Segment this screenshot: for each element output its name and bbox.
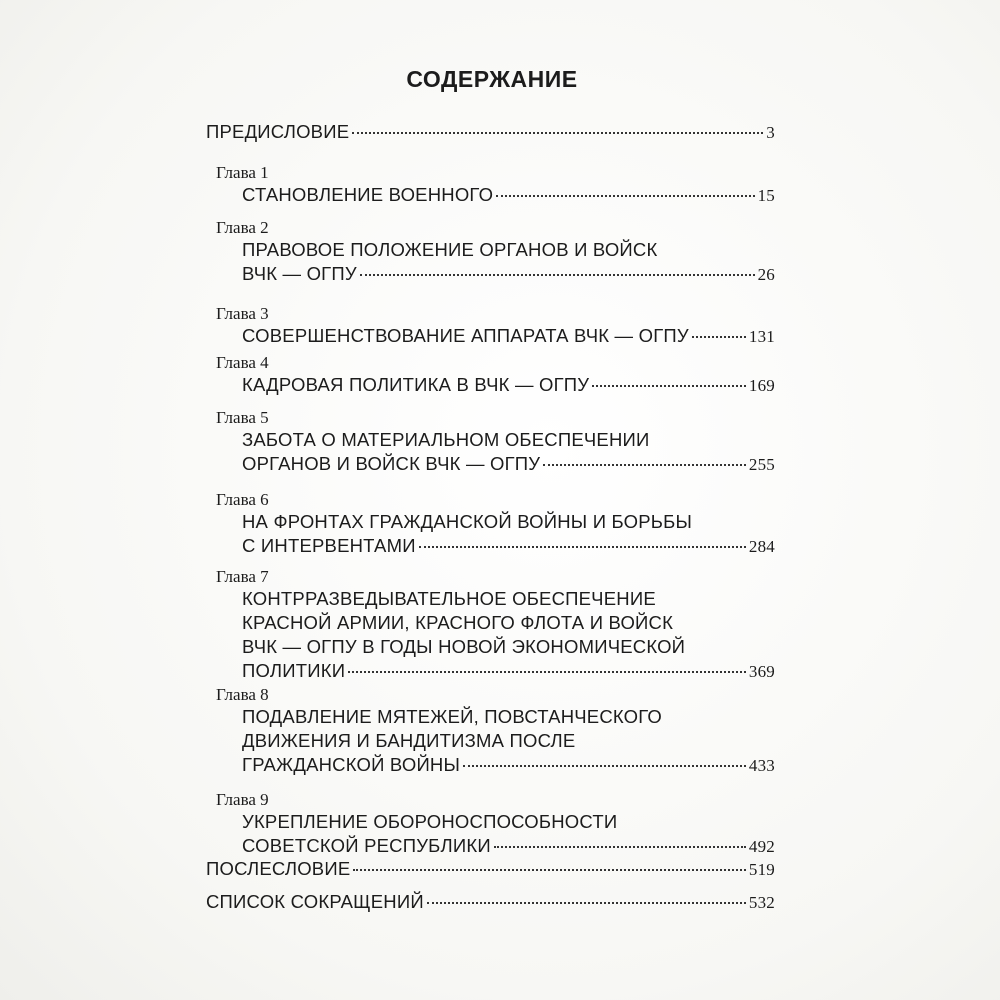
entry-title-row [242,373,775,398]
page-number: 369 [748,662,775,681]
entry-title-line: КРАСНОЙ АРМИИ, КРАСНОГО ФЛОТА И ВОЙСК [242,612,674,633]
toc-chapter-entry [216,163,775,208]
entry-title-line: ГРАЖДАНСКОЙ ВОЙНЫ [242,754,461,775]
toc-section-entry [206,120,775,145]
page-number: 284 [748,537,775,556]
entry-title-line: ПОСЛЕСЛОВИЕ [206,858,351,879]
entry-title-row [242,183,775,208]
entry-title-row [242,534,775,559]
entry-title-line: КОНТРРАЗВЕДЫВАТЕЛЬНОЕ ОБЕСПЕЧЕНИЕ [242,588,656,609]
entry-title-line: КАДРОВАЯ ПОЛИТИКА В ВЧК — ОГПУ [242,374,590,395]
page-number: 15 [757,186,775,205]
toc-chapter-entry [216,304,775,349]
dot-leader [352,132,763,134]
entry-title-line: ВЧК — ОГПУ [242,263,357,284]
dot-leader [592,385,746,387]
entry-title-row [242,659,775,684]
dot-leader [353,869,746,871]
entry-title-line: ДВИЖЕНИЯ И БАНДИТИЗМА ПОСЛЕ [242,730,576,751]
dot-leader [496,195,754,197]
entry-title-line: НА ФРОНТАХ ГРАЖДАНСКОЙ ВОЙНЫ И БОРЬБЫ [242,511,693,532]
entry-title-row [242,753,775,778]
toc-chapter-entry [216,408,775,477]
entry-title-line: СОВЕТСКОЙ РЕСПУБЛИКИ [242,835,491,856]
entry-title-line: С ИНТЕРВЕНТАМИ [242,535,416,556]
entry-title-row [206,890,775,915]
toc-chapter-entry [216,490,775,559]
toc-chapter-entry [216,790,775,859]
dot-leader [494,846,746,848]
toc-chapter-entry [216,685,775,778]
page-number: 519 [748,860,775,879]
page-title: СОДЕРЖАНИЕ [406,66,578,92]
entry-title-row [206,120,775,145]
entry-title-line: СОВЕРШЕНСТВОВАНИЕ АППАРАТА ВЧК — ОГПУ [242,325,689,346]
dot-leader [692,336,746,338]
entry-title-line: ВЧК — ОГПУ В ГОДЫ НОВОЙ ЭКОНОМИЧЕСКОЙ [242,636,686,657]
entry-title-line: СТАНОВЛЕНИЕ ВОЕННОГО [242,184,494,205]
page-number: 3 [766,123,775,142]
toc-chapter-entry [216,353,775,398]
entry-title-row [242,262,775,287]
dot-leader [427,902,746,904]
toc-chapter-entry [216,567,775,684]
entry-title-line: ЗАБОТА О МАТЕРИАЛЬНОМ ОБЕСПЕЧЕНИИ [242,429,650,450]
chapter-label: Глава 6 [216,490,269,509]
chapter-label: Глава 8 [216,685,269,704]
chapter-label: Глава 7 [216,567,269,586]
entry-title-row [242,324,775,349]
entry-title-row [242,834,775,859]
dot-leader [543,464,746,466]
toc-section-entry [206,857,775,882]
chapter-label: Глава 5 [216,408,269,427]
chapter-label: Глава 2 [216,218,269,237]
entry-title-row [242,452,775,477]
page-number: 433 [748,756,775,775]
dot-leader [348,671,746,673]
page-number: 532 [748,893,775,912]
page-number: 255 [748,455,775,474]
toc-chapter-entry [216,218,775,287]
dot-leader [360,274,755,276]
entry-title-line: ПОДАВЛЕНИЕ МЯТЕЖЕЙ, ПОВСТАНЧЕСКОГО [242,706,663,727]
entry-title-line: СПИСОК СОКРАЩЕНИЙ [206,891,424,912]
toc-section-entry [206,890,775,915]
entry-title-line: ПРЕДИСЛОВИЕ [206,121,350,142]
dot-leader [463,765,746,767]
chapter-label: Глава 3 [216,304,269,323]
page-number: 131 [748,327,775,346]
chapter-label: Глава 1 [216,163,269,182]
page-number: 26 [757,265,775,284]
entry-title-line: ПОЛИТИКИ [242,660,346,681]
chapter-label: Глава 9 [216,790,269,809]
entry-title-row [206,857,775,882]
entry-title-line: УКРЕПЛЕНИЕ ОБОРОНОСПОСОБНОСТИ [242,811,618,832]
chapter-label: Глава 4 [216,353,269,372]
entry-title-line: ОРГАНОВ И ВОЙСК ВЧК — ОГПУ [242,453,541,474]
page-number: 169 [748,376,775,395]
page-number: 492 [748,837,775,856]
dot-leader [419,546,746,548]
entry-title-line: ПРАВОВОЕ ПОЛОЖЕНИЕ ОРГАНОВ И ВОЙСК [242,239,658,260]
